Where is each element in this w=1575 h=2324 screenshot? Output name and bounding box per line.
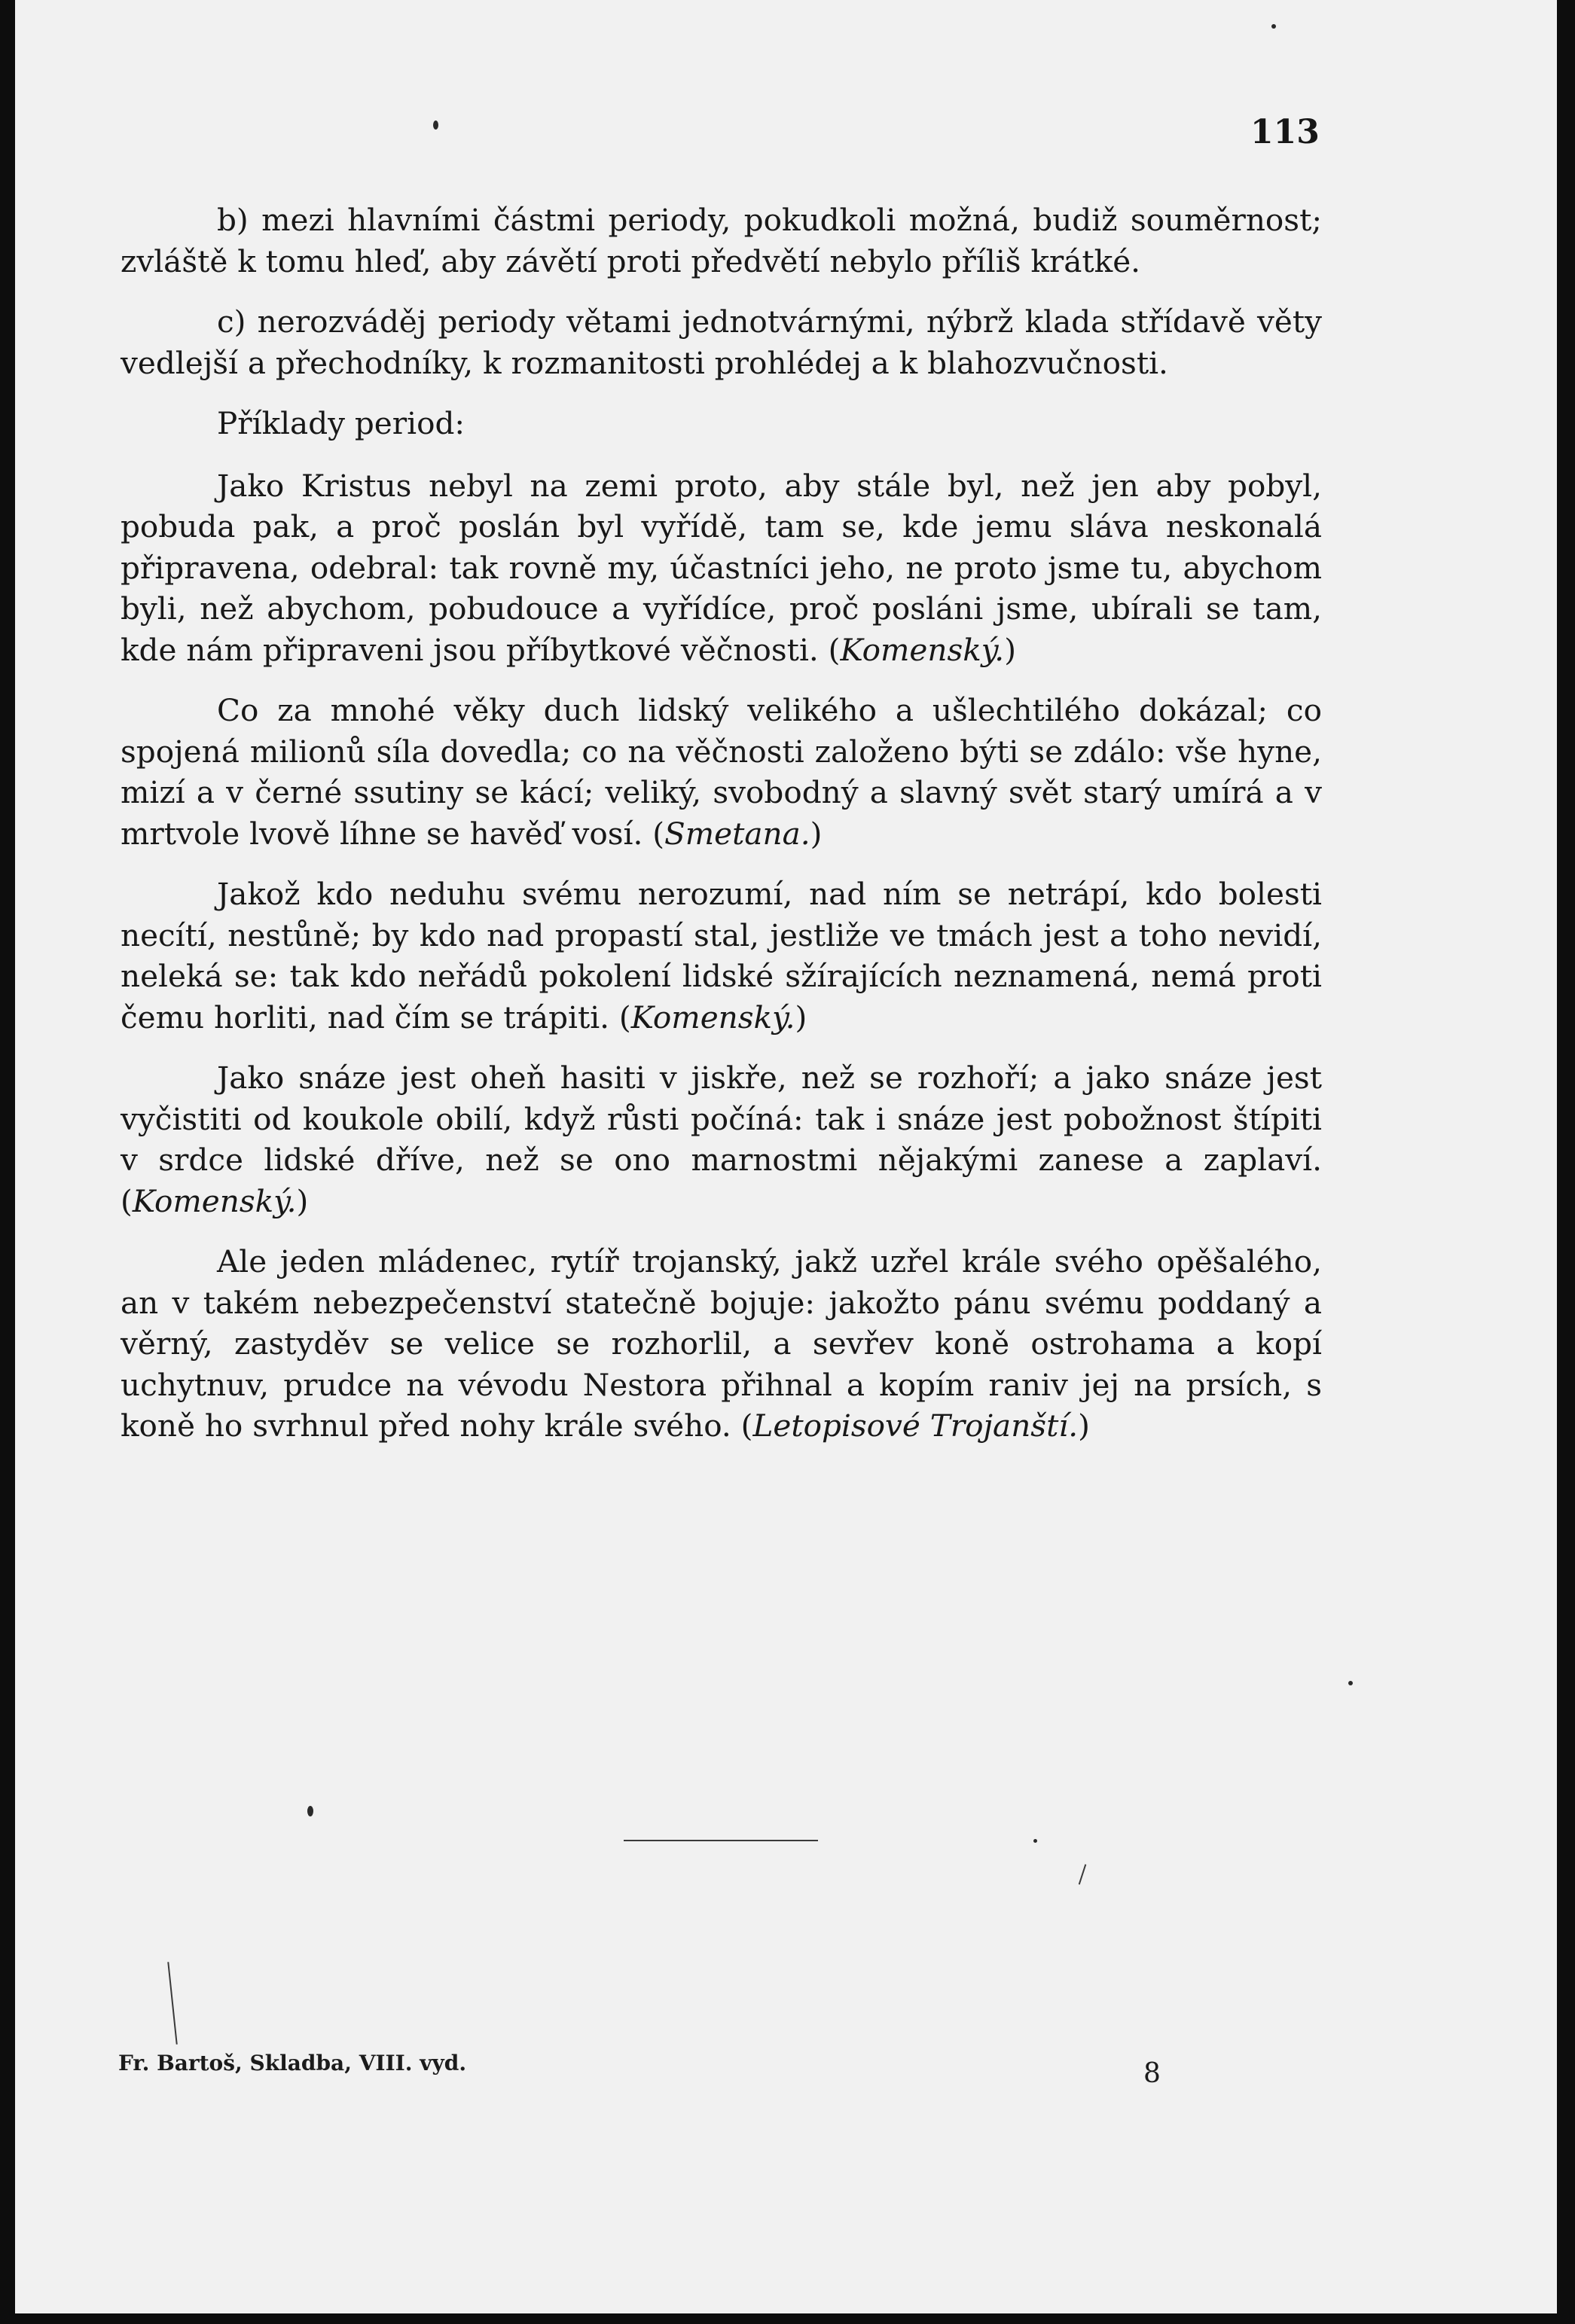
example-paragraph: Co za mnohé věky duch lidský velikého a ušlechtilého dokázal; co spojená milionů síla dovedla; co na věčnosti založeno býti se zdálo: vše hyne, mizí a v černé ssutiny se kácí; veliký, svobodný a slavný svět starý umírá a v mrtvole lvově líhne se havěď vosí. (Smetana.) <box>121 692 1322 852</box>
example-paragraph: Jakož kdo neduhu svému nerozumí, nad ním se netrápí, kdo bolesti necítí, nestůně; by kdo nad propastí stal, jestliže ve tmách jest a toho nevidí, neleká se: tak kdo neřádů pokolení lidské sžírajících neznamená, nemá proti čemu horliti, nad čím se trápiti. (Komenský.) <box>121 876 1322 1035</box>
print-scratch <box>167 1962 177 2045</box>
footer-signature: Fr. Bartoš, Skladba, VIII. vyd. <box>118 2051 467 2075</box>
print-speck <box>1348 1681 1353 1685</box>
print-speck <box>433 120 438 130</box>
example-source: Letopisové Trojanští. <box>752 1408 1079 1444</box>
example-paragraph: Jako Kristus nebyl na zemi proto, aby stále byl, než jen aby pobyl, pobuda pak, a proč poslán byl vyřídě, tam se, kde jemu sláva neskonalá připravena, odebral: tak rovně my, účastníci jeho, ne proto jsme tu, abychom byli, než abychom, pobudouce a vyřídíce, proč posláni jsme, ubírali se tam, kde nám připraveni jsou příbytkové věčnosti. (Komenský.) <box>121 467 1322 668</box>
example-paragraph: Ale jeden mládenec, rytíř trojanský, jakž uzřel krále svého opěšalého, an v takém nebezpečenství statečně bojuje: jakožto pánu svému poddaný a věrný, zastyděv se velice se rozhorlil, a sevřev koně ostrohama a kopí uchytnuv, prudce na vévodu Nestora přihnal a kopím raniv jej na prsích, s koně ho svrhnul před nohy krále svého. (Letopisové Trojanští.) <box>121 1243 1322 1444</box>
paragraph-b: b) mezi hlavními částmi periody, pokudkoli možná, budiž souměrnost; zvláště k tomu hleď, aby závětí proti předvětí nebylo příliš krátké. <box>121 202 1322 279</box>
body-text <box>121 200 1322 1466</box>
example-source: Smetana. <box>664 815 810 852</box>
book-page <box>15 0 1557 2313</box>
examples-heading: Příklady period: <box>217 405 465 441</box>
example-source: Komenský. <box>630 999 795 1035</box>
print-scratch <box>1079 1864 1087 1884</box>
page-number: 113 <box>1250 113 1320 151</box>
divider-rule <box>624 1840 818 1841</box>
print-speck <box>1033 1839 1037 1843</box>
print-speck <box>1271 24 1276 29</box>
print-speck <box>307 1806 313 1816</box>
example-source: Komenský. <box>840 631 1005 668</box>
example-source: Komenský. <box>132 1182 297 1219</box>
example-paragraph: Jako snáze jest oheň hasiti v jiskře, než se rozhoří; a jako snáze jest vyčistiti od koukole obilí, když růsti počíná: tak i snáze jest pobožnost štípiti v srdce lidské dříve, než se ono marnostmi nějakými zanese a zaplaví. (Komenský.) <box>121 1060 1322 1219</box>
signature-mark: 8 <box>1143 2058 1161 2089</box>
paragraph-c: c) nerozváděj periody větami jednotvárnými, nýbrž klada střídavě věty vedlejší a přechodníky, k rozmanitosti prohlédej a k blahozvučnosti. <box>121 303 1322 381</box>
